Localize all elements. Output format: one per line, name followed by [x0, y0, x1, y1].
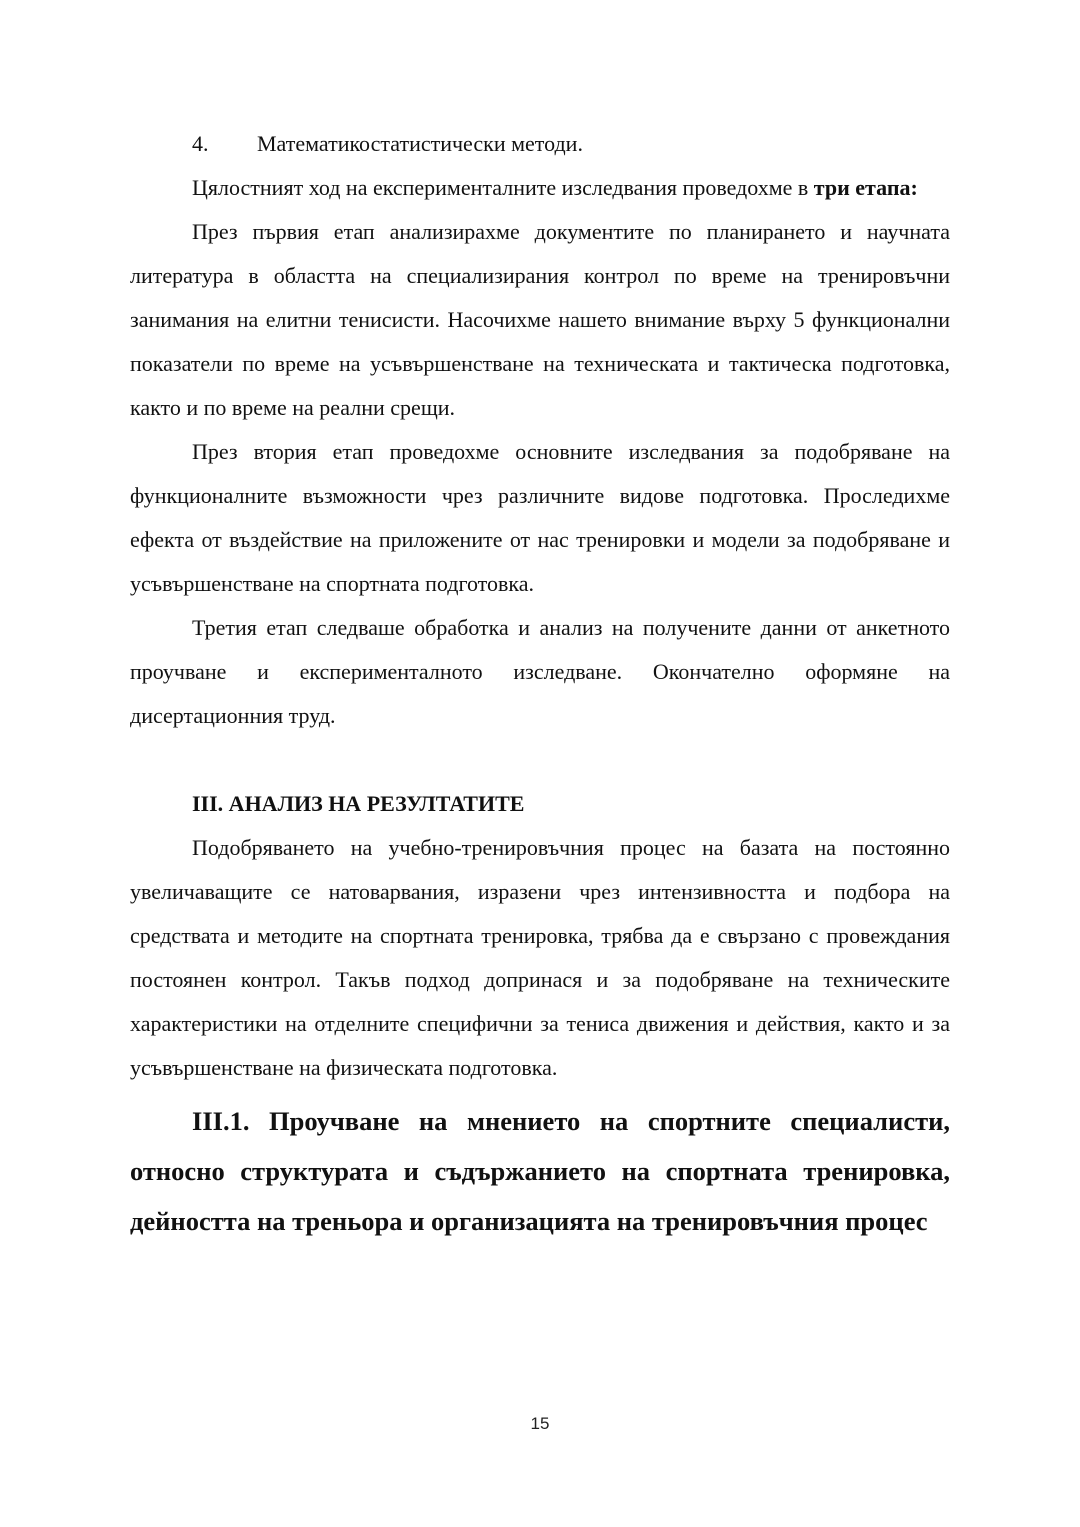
list-item-text: Математикостатистически методи. — [257, 131, 583, 156]
paragraph-stages-bold: три етапа: — [813, 175, 918, 200]
section-heading-results: III. АНАЛИЗ НА РЕЗУЛТАТИТЕ — [192, 791, 525, 816]
paragraph-stage-two: През втория етап проведохме основните изследвания за подобряване на функционалните възможности чрез различните видове подготовка. Проследихме ефекта от въздействие на приложените от нас тренировки и модели за подобряване и усъвършенстване на спортната подготовка. — [130, 439, 950, 596]
page-content — [130, 122, 950, 1246]
paragraph-stage-one: През първия етап анализирахме документите по планирането и научната литература в областта на специализирания контрол по време на тренировъчни занимания на елитни тенисисти. Насочихме нашето внимание върху 5 функционални показатели по време на усъвършенстване на техническата и тактическа подготовка, както и по време на реални срещи. — [130, 219, 950, 420]
list-item-methods — [130, 122, 950, 166]
paragraph-stages-intro — [130, 166, 950, 210]
paragraph-analysis: Подобряването на учебно-тренировъчния процес на базата на постоянно увеличаващите се натоварвания, изразени чрез интензивността и подбора на средствата и методите на спортната тренировка, трябва да е свързано с провеждания постоянен контрол. Такъв подход допринася и за подобряване на техническите характеристики на отделните специфични за тениса движения и действия, както и за усъвършенстване на физическата подготовка. — [130, 835, 950, 1080]
list-item-number: 4. — [192, 131, 209, 156]
sub-heading-survey: III.1. Проучване на мнението на спортните специалисти, относно структурата и съдържанието на спортната тренировка, дейността на треньора и организацията на тренировъчния процес — [130, 1106, 950, 1236]
paragraph-stages-text: Цялостният ход на експерименталните изследвания проведохме в — [192, 175, 814, 200]
paragraph-stage-three: Третия етап следваше обработка и анализ на получените данни от анкетното проучване и експерименталното изследване. Окончателно оформяне на дисертационния труд. — [130, 615, 950, 728]
page-number: 15 — [530, 1414, 550, 1433]
